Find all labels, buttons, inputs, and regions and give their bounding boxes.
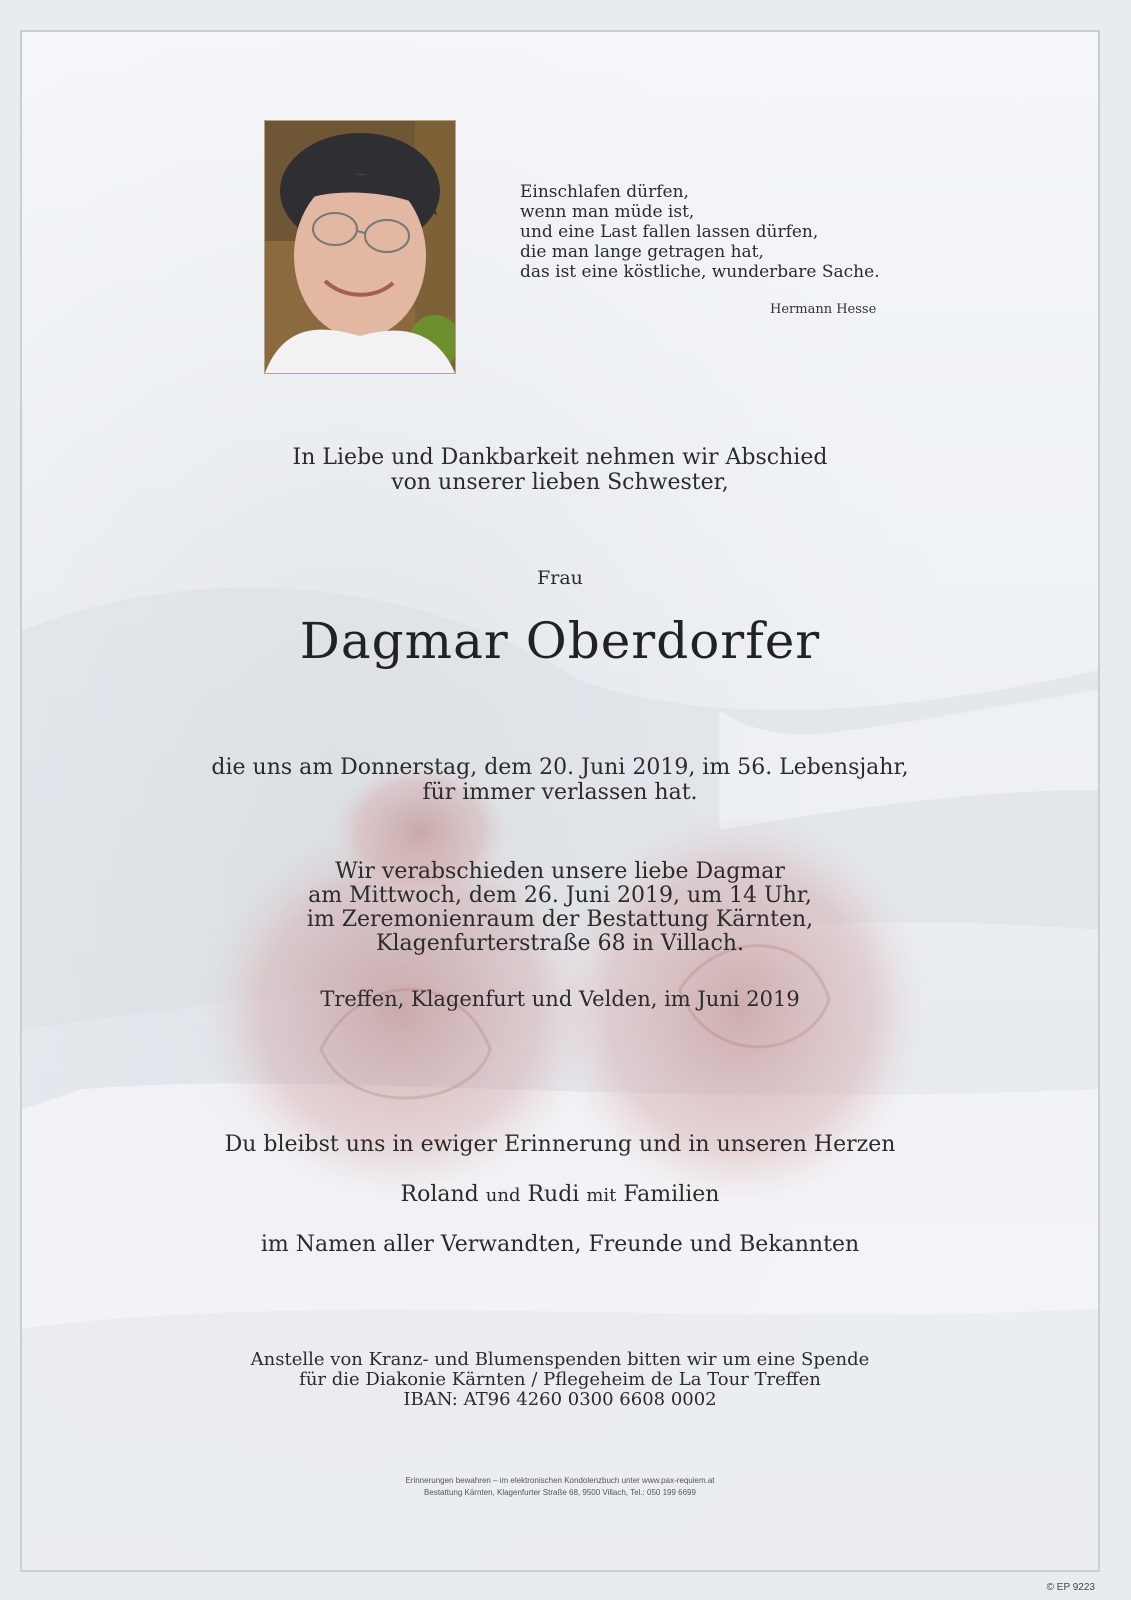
donation-line: für die Diakonie Kärnten / Pflegeheim de La Tour Treffen xyxy=(299,1369,821,1390)
obituary-sheet xyxy=(20,30,1100,1572)
farewell-line: In Liebe und Dankbarkeit nehmen wir Abschied xyxy=(292,445,828,470)
donation-request xyxy=(22,1350,1098,1410)
death-notice-line: für immer verlassen hat. xyxy=(422,780,698,805)
ceremony-line: Wir verabschieden unsere liebe Dagmar xyxy=(335,859,785,884)
family-name: Familien xyxy=(623,1182,720,1207)
place-date: Treffen, Klagenfurt und Velden, im Juni 2019 xyxy=(320,987,800,1011)
iban-line: IBAN: AT96 4260 0300 6608 0002 xyxy=(403,1389,717,1410)
quote-line: Einschlafen dürfen, xyxy=(520,182,689,202)
poem-quote xyxy=(520,182,920,282)
quote-author: Hermann Hesse xyxy=(770,302,877,317)
deceased-name: Dagmar Oberdorfer xyxy=(299,612,821,670)
quote-line: das ist eine köstliche, wunderbare Sache. xyxy=(520,262,880,282)
ceremony-line: im Zeremonienraum der Bestattung Kärnten, xyxy=(306,907,814,932)
quote-line: die man lange getragen hat, xyxy=(520,242,764,262)
death-notice-line: die uns am Donnerstag, dem 20. Juni 2019, im 56. Lebensjahr, xyxy=(211,755,909,780)
memory-line: Du bleibst uns in ewiger Erinnerung und in unseren Herzen xyxy=(224,1132,896,1157)
family-name: Roland xyxy=(400,1182,479,1207)
ceremony-line: am Mittwoch, dem 26. Juni 2019, um 14 Uhr, xyxy=(308,883,812,908)
donation-line: Anstelle von Kranz- und Blumenspenden bitten wir um eine Spende xyxy=(250,1349,870,1370)
portrait-photo xyxy=(264,120,456,374)
death-notice xyxy=(22,755,1098,805)
copyright-code: © EP 9223 xyxy=(1046,1582,1095,1593)
ceremony-line: Klagenfurterstraße 68 in Villach. xyxy=(376,931,744,956)
footer-line: Bestattung Kärnten, Klagenfurter Straße 68, 9500 Villach, Tel.: 050 199 6699 xyxy=(424,1488,696,1497)
family-conjunction: und xyxy=(485,1185,521,1206)
farewell-line: von unserer lieben Schwester, xyxy=(391,470,729,495)
family-signature xyxy=(22,1182,1098,1207)
family-name: Rudi xyxy=(527,1182,580,1207)
quote-line: und eine Last fallen lassen dürfen, xyxy=(520,222,819,242)
family-conjunction: mit xyxy=(586,1185,617,1206)
ceremony-details xyxy=(22,860,1098,956)
relatives-line: im Namen aller Verwandten, Freunde und Bekannten xyxy=(260,1232,860,1257)
footer-line: Erinnerungen bewahren – im elektronischen Kondolenzbuch unter www.pax-requiem.at xyxy=(405,1476,715,1485)
footer xyxy=(22,1475,1098,1499)
salutation: Frau xyxy=(537,567,583,589)
farewell-text xyxy=(22,445,1098,495)
quote-line: wenn man müde ist, xyxy=(520,202,695,222)
